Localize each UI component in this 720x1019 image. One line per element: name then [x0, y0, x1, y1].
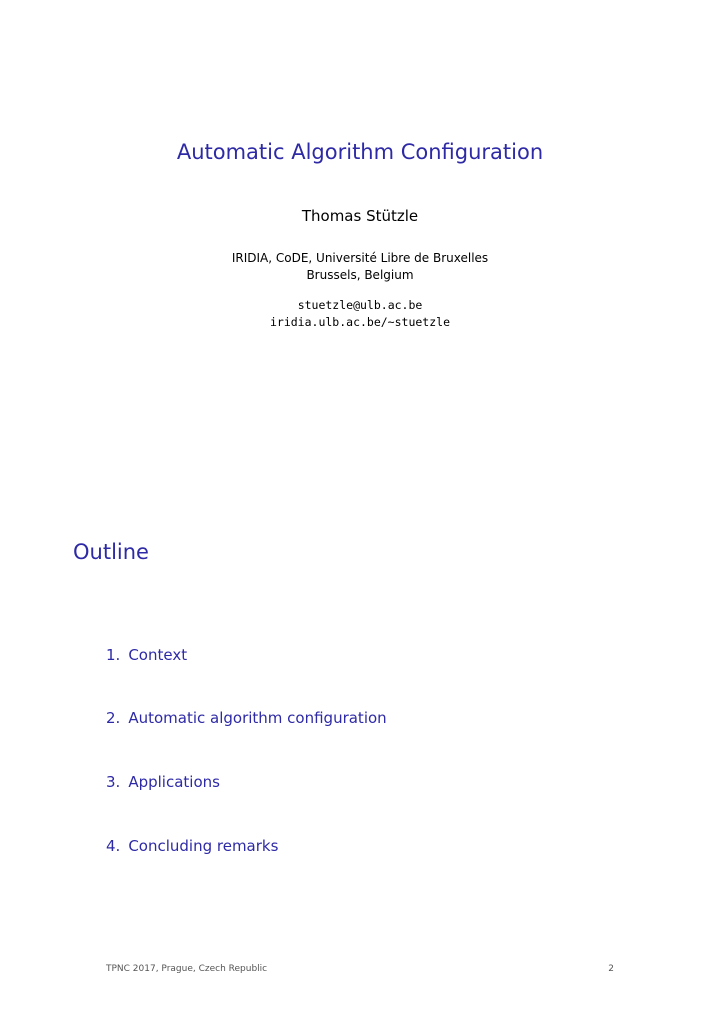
outline-item-number: 1.: [106, 646, 121, 664]
outline-item-label: Concluding remarks: [128, 837, 279, 855]
author-name: Thomas Stützle: [301, 207, 419, 225]
presentation-title: Automatic Algorithm Configuration: [176, 140, 544, 164]
outline-item-number: 2.: [106, 709, 121, 727]
footer-page-number: 2: [608, 964, 614, 974]
email-address: stuetzle@ulb.ac.be: [297, 298, 423, 312]
outline-item-label: Automatic algorithm configuration: [128, 709, 387, 727]
website-url: iridia.ulb.ac.be/~stuetzle: [269, 315, 450, 329]
affiliation-institution: IRIDIA, CoDE, Université Libre de Bruxelles: [231, 251, 489, 265]
outline-item-number: 4.: [106, 837, 121, 855]
outline-item-number: 3.: [106, 773, 121, 791]
affiliation-location: Brussels, Belgium: [306, 268, 414, 282]
affiliation: [0, 250, 720, 284]
outline-item-concluding-remarks[interactable]: [106, 837, 278, 855]
outline-heading: Outline: [73, 540, 149, 564]
outline-item-context[interactable]: [106, 646, 187, 664]
contact-info: [0, 297, 720, 331]
outline-item-automatic-algorithm-configuration[interactable]: [106, 709, 387, 727]
outline-item-label: Applications: [128, 773, 220, 791]
outline-item-applications[interactable]: [106, 773, 220, 791]
footer-event: TPNC 2017, Prague, Czech Republic: [106, 964, 268, 974]
outline-item-label: Context: [128, 646, 188, 664]
